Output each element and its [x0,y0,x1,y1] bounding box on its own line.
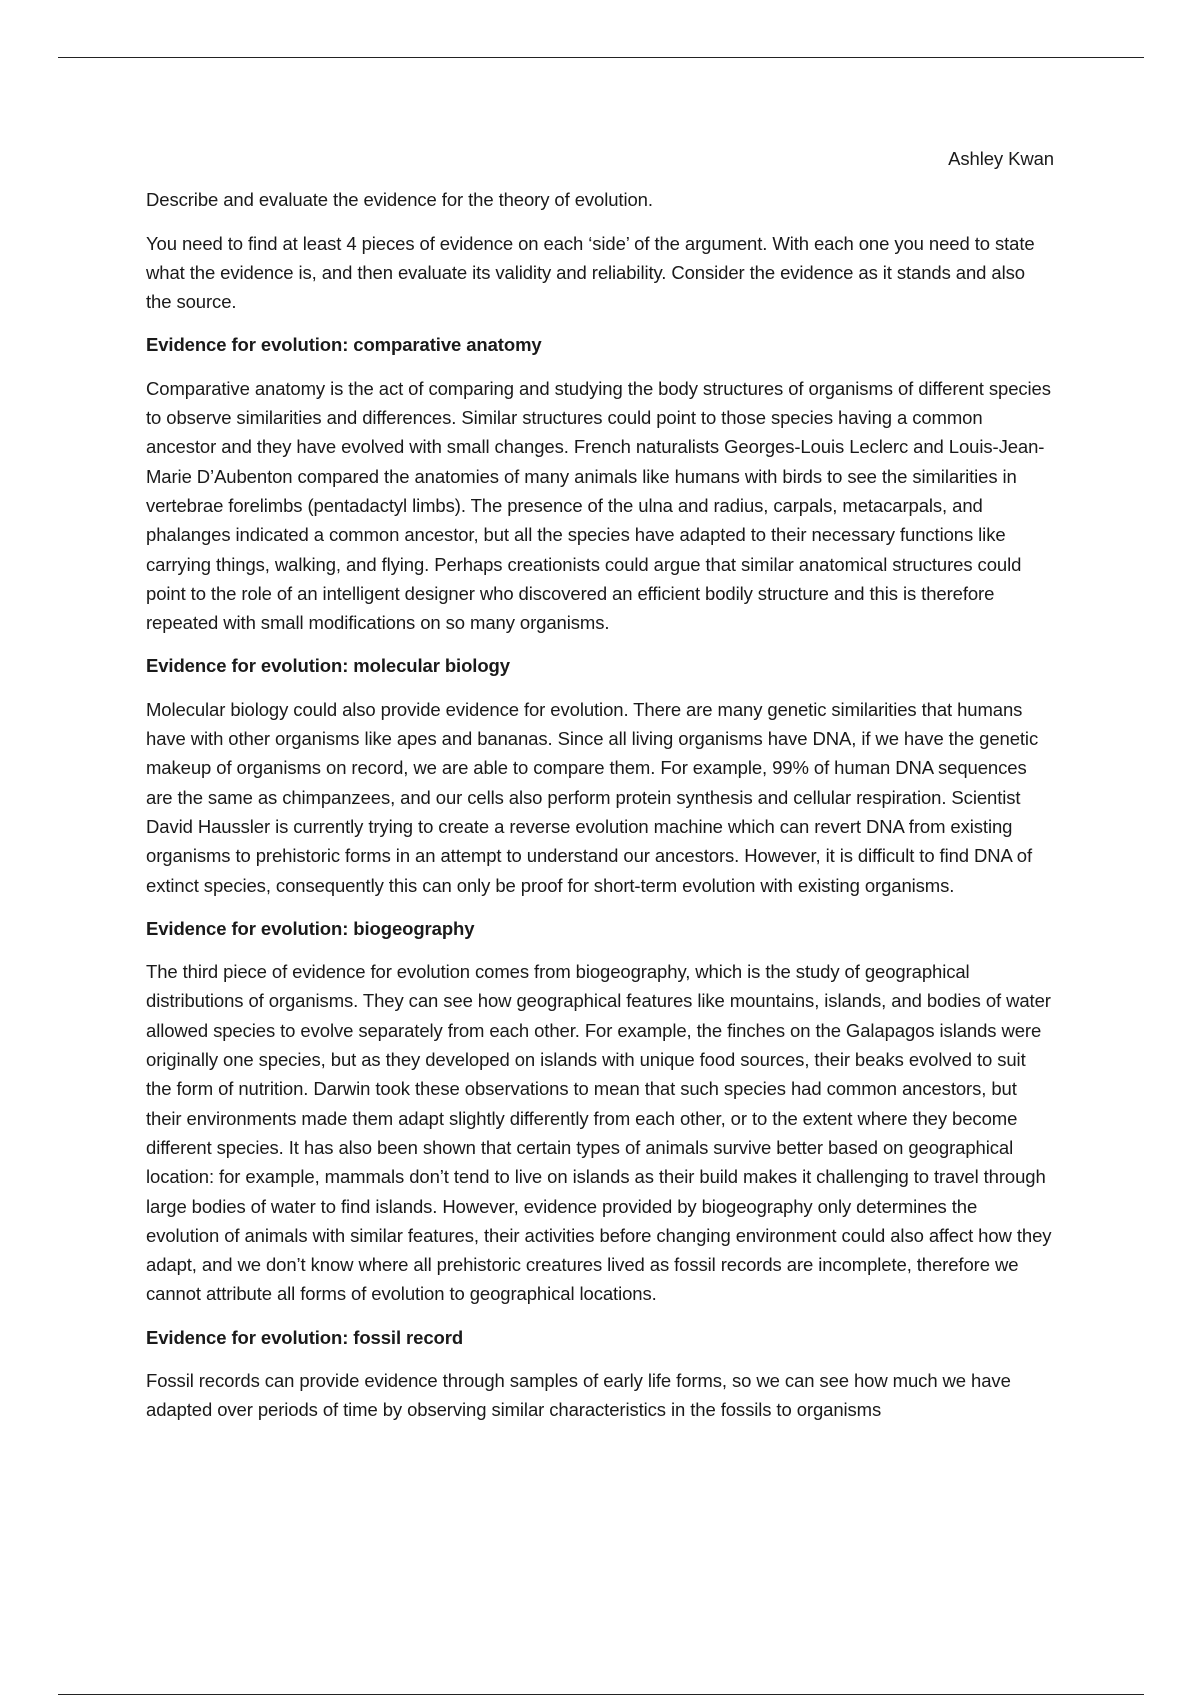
section-body-biogeography: The third piece of evidence for evolution comes from biogeography, which is the study of geographical distributions of organisms. They can see how geographical features like mountains, islands, and bodies of water allowed species to evolve separately from each other. For example, the finches on the Galapagos islands were originally one species, but as they developed on islands with unique food sources, their beaks evolved to suit the form of nutrition. Darwin took these observations to mean that such species had common ancestors, but their environments made them adapt slightly differently from each other, or to the extent where they become different species. It has also been shown that certain types of animals survive better based on geographical location: for example, mammals don’t tend to live on islands as their build makes it challenging to travel through large bodies of water to find islands. However, evidence provided by biogeography only determines the evolution of animals with similar features, their activities before changing environment could also affect how they adapt, and we don’t know where all prehistoric creatures lived as fossil records are incomplete, therefore we cannot attribute all forms of evolution to geographical locations. [146,961,1052,1305]
section-heading-comparative-anatomy: Evidence for evolution: comparative anatomy [146,334,542,356]
section-heading-fossil-record: Evidence for evolution: fossil record [146,1326,464,1348]
section-body-molecular-biology: Molecular biology could also provide evidence for evolution. There are many genetic similarities that humans have with other organisms like apes and bananas. Since all living organisms have DNA, if we have the genetic makeup of organisms on record, we are able to compare them. For example, 99% of human DNA sequences are the same as chimpanzees, and our cells also perform protein synthesis and cellular respiration. Scientist David Haussler is currently trying to create a reverse evolution machine which can revert DNA from existing organisms to prehistoric forms in an attempt to understand our ancestors. However, it is difficult to find DNA of extinct species, consequently this can only be proof for short-term evolution with existing organisms. [146,698,1039,896]
footer-rule [58,1694,1144,1695]
author-name: Ashley Kwan [948,148,1054,169]
header-rule [58,57,1144,58]
section-heading-molecular-biology: Evidence for evolution: molecular biology [146,655,510,677]
section-heading-biogeography: Evidence for evolution: biogeography [146,917,475,939]
document-page [146,144,1054,1439]
section-body-comparative-anatomy: Comparative anatomy is the act of comparing and studying the body structures of organisms of different species to observe similarities and differences. Similar structures could point to those species having a common ancestor and they have evolved with small changes. French naturalists Georges-Louis Leclerc and Louis-Jean-Marie D’Aubenton compared the anatomies of many animals like humans with birds to see the similarities in vertebrae forelimbs (pentadactyl limbs). The presence of the ulna and radius, carpals, metacarpals, and phalanges indicated a common ancestor, but all the species have adapted to their necessary functions like carrying things, walking, and flying. Perhaps creationists could argue that similar anatomical structures could point to the role of an intelligent designer who discovered an efficient bodily structure and this is therefore repeated with small modifications on so many organisms. [146,377,1051,634]
assignment-title: Describe and evaluate the evidence for the theory of evolution. [146,189,653,211]
section-body-fossil-record: Fossil records can provide evidence through samples of early life forms, so we can see how much we have adapted over periods of time by observing similar characteristics in the fossils to organisms [146,1369,1011,1421]
assignment-instructions: You need to find at least 4 pieces of evidence on each ‘side’ of the argument. With each one you need to state what the evidence is, and then evaluate its validity and reliability. Consider the evidence as it stands and also the source. [146,232,1035,313]
